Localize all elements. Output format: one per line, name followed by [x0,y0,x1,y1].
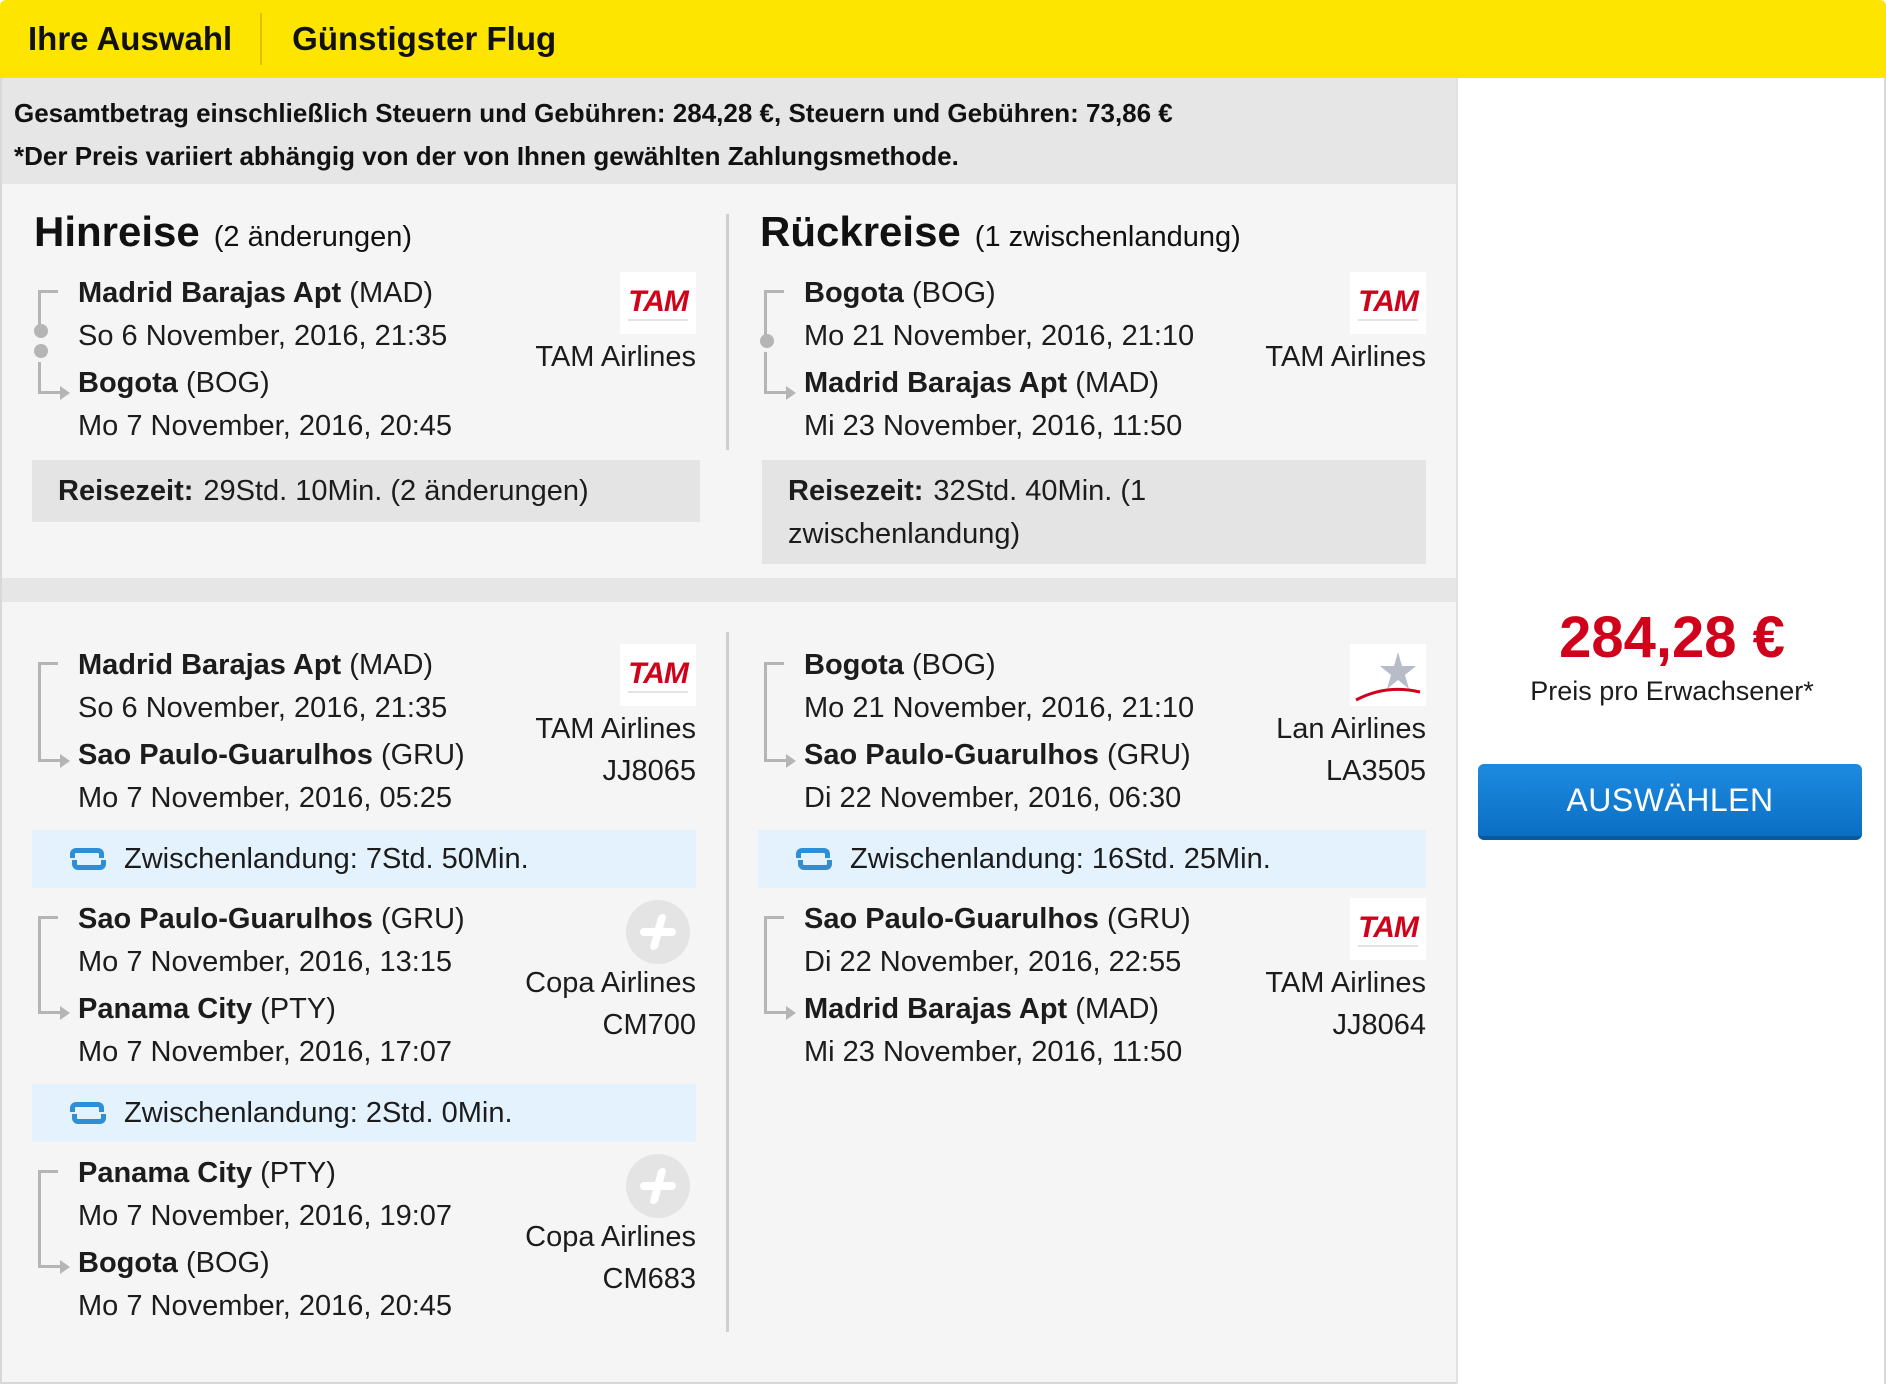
layover-info: Zwischenlandung: 7Std. 50Min. [32,830,696,888]
outbound-title-text: Hinreise [34,208,200,255]
stop-dot [760,334,774,348]
return-title-text: Rückreise [760,208,961,255]
route-line [38,712,60,762]
price-amount: 284,28 € [1559,605,1785,670]
from-city: Madrid Barajas Apt [78,277,342,309]
price-note: *Der Preis variiert abhängig von der von Ihnen gewählten Zahlungsmethode. [14,141,959,171]
route-line [764,352,786,394]
route-line [38,1170,58,1220]
route-arrow-icon [786,754,796,768]
tam-logo-icon: TAM [1350,272,1426,334]
outbound-travel-time: Reisezeit: 29Std. 10Min. (2 änderungen) [32,460,700,522]
airline-name: TAM Airlines [535,341,696,373]
airline-info: Copa Airlines CM700 [470,962,696,1046]
to-city: Bogota [78,367,178,399]
flight-number: JJ8064 [1332,1009,1426,1041]
airline-info: Lan Airlines LA3505 [1200,708,1426,792]
tam-logo-icon: TAM [620,644,696,706]
column-divider [726,632,729,1332]
stop-dot [34,344,48,358]
total-price-line: Gesamtbetrag einschließlich Steuern und Gebühren: 284,28 €, Steuern und Gebühren: 73,86 € [14,98,1173,128]
transfer-icon [792,844,836,874]
route-arrow-icon [786,386,796,400]
stop-dot [34,324,48,338]
return-segment-2: Sao Paulo-Guarulhos (GRU) Di 22 November, 2016, 22:55 Madrid Barajas Apt (MAD) Mi 23 November, 2016, 11:50 [804,903,1191,1068]
tam-logo-icon: TAM [1350,898,1426,960]
lan-star-icon [1350,644,1426,706]
total-price-info [2,78,1456,184]
airline-info: TAM Airlines JJ8065 [470,708,696,792]
route-arrow-icon [60,1260,70,1274]
route-arrow-icon [60,754,70,768]
from-code: (MAD) [349,277,434,309]
return-stops: (1 zwischenlandung) [974,221,1241,253]
route-line [38,290,58,326]
route-line [764,916,784,966]
copa-airlines-logo-icon [626,1154,690,1218]
layover-info: Zwischenlandung: 2Std. 0Min. [32,1084,696,1142]
section-separator [2,578,1456,602]
outbound-segment-3: Panama City (PTY) Mo 7 November, 2016, 19:07 Bogota (BOG) Mo 7 November, 2016, 20:45 [78,1157,453,1322]
route-line [38,966,60,1014]
outbound-changes: (2 änderungen) [213,221,413,253]
route-line [38,662,58,712]
tab-cheapest-flight[interactable]: Günstigster Flug [260,13,584,65]
return-travel-time: Reisezeit: 32Std. 40Min. (1 zwischenlandung) [762,460,1426,564]
outbound-title [34,208,412,256]
airline-name: TAM Airlines [1265,341,1426,373]
airline-info: Copa Airlines CM683 [470,1216,696,1300]
route-line [764,290,784,336]
tab-your-selection[interactable]: Ihre Auswahl [28,20,233,57]
column-divider [726,214,729,450]
copa-airlines-logo-icon [626,900,690,964]
depart-time: So 6 November, 2016, 21:35 [78,320,448,352]
header-bar [0,0,1886,78]
outbound-segment-1: Madrid Barajas Apt (MAD) So 6 November, 2016, 21:35 Sao Paulo-Guarulhos (GRU) Mo 7 November, 2016, 05:25 [78,649,465,814]
route-line [764,662,784,712]
transfer-icon [66,844,110,874]
airline-info: TAM Airlines JJ8064 [1200,962,1426,1046]
flight-number: CM683 [602,1263,696,1295]
outbound-summary-route [78,272,452,448]
arrive-time: Mo 7 November, 2016, 20:45 [78,410,453,442]
return-segment-1: Bogota (BOG) Mo 21 November, 2016, 21:10 Sao Paulo-Guarulhos (GRU) Di 22 November, 2016, 06:30 [804,649,1195,814]
route-line [38,1220,60,1268]
route-line [764,966,786,1014]
price-per-adult-label: Preis pro Erwachsener* [1530,676,1814,706]
flight-number: JJ8065 [602,755,696,787]
lan-airlines-logo-icon [1350,644,1426,706]
return-title [760,208,1241,256]
route-arrow-icon [60,1006,70,1020]
route-line [38,362,60,394]
layover-info: Zwischenlandung: 16Std. 25Min. [758,830,1426,888]
route-arrow-icon [786,1006,796,1020]
select-button[interactable]: AUSWÄHLEN [1478,764,1862,840]
flight-number: LA3505 [1326,755,1426,787]
route-line [38,916,58,966]
return-summary-route: Bogota (BOG) Mo 21 November, 2016, 21:10 Madrid Barajas Apt (MAD) Mi 23 November, 2016, 11:50 [804,277,1195,442]
tam-logo-icon: TAM [620,272,696,334]
transfer-icon [66,1098,110,1128]
route-line [764,712,786,762]
route-arrow-icon [60,386,70,400]
flight-number: CM700 [602,1009,696,1041]
outbound-segment-2: Sao Paulo-Guarulhos (GRU) Mo 7 November, 2016, 13:15 Panama City (PTY) Mo 7 November, 2016, 17:07 [78,903,465,1068]
to-code: (BOG) [185,367,270,399]
